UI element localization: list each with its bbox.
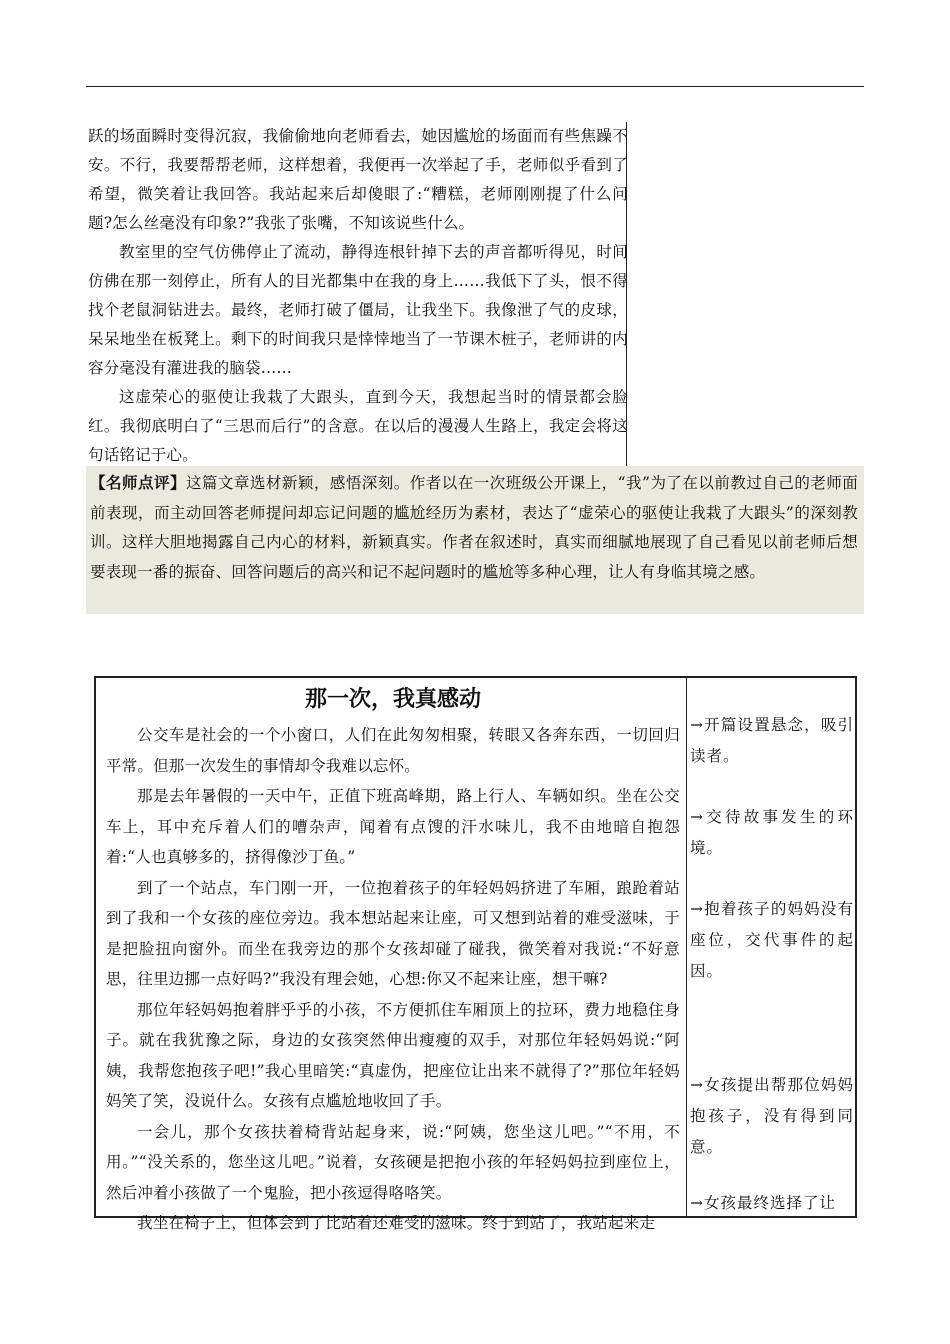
paragraph: 一会儿，那个女孩扶着椅背站起身来，说:“阿姨，您坐这儿吧。”“不用，不用。”“没关系的，您坐这儿吧。”说着，女孩硬是把抱小孩的年轻妈妈拉到座位上，然后冲着小孩做了一个鬼脸，把小孩逗得咯咯笑。 (106, 1122, 680, 1202)
annotation-column-divider (626, 122, 627, 470)
column-divider (686, 678, 687, 1216)
essay-table (94, 676, 857, 1232)
paragraph: 到了一个站点，车门刚一开，一位抱着孩子的年轻妈妈挤进了车厢，踉跄着站到了我和一个女孩的座位旁边。我本想站起来让座，可又想到站着的难受滋味，于是把脸扭向窗外。而坐在我旁边的那个女孩却碰了碰我，微笑着对我说:“不好意思，往里边挪一点好吗?”我没有理会她，心想:你又不起来让座，想干嘛? (106, 878, 680, 988)
essay-body (106, 678, 680, 1239)
teacher-comment-box (86, 466, 864, 614)
comment-text: 这篇文章选材新颖，感悟深刻。作者以在一次班级公开课上，“我”为了在以前教过自己的老师面前表现，而主动回答老师提问却忘记问题的尴尬经历为素材，表达了“虚荣心的驱使让我栽了大跟头”的深刻教训。这样大胆地揭露自己内心的材料，新颖真实。作者在叙述时，真实而细腻地展现了自己看见以前老师后想要表现一番的振奋、回答问题后的高兴和记不起问题时的尴尬等多种心理，让人有身临其境之感。 (90, 474, 859, 581)
paragraph: 这虚荣心的驱使让我栽了大跟头，直到今天，我想起当时的情景都会脸红。我彻底明白了“三思而后行”的含意。在以后的漫漫人生路上，我定会将这句话铭记于心。 (88, 388, 628, 464)
annotation-note: →抱着孩子的妈妈没有座位，交代事件的起因。 (690, 900, 854, 980)
annotation-note: →女孩提出帮那位妈妈抱孩子，没有得到同意。 (690, 1076, 854, 1156)
essay-continuation (88, 122, 628, 470)
annotation-note: →交待故事发生的环境。 (690, 808, 854, 857)
paragraph: 公交车是社会的一个小窗口，人们在此匆匆相聚，转眼又各奔东西，一切回归平常。但那一次发生的事情却令我难以忘怀。 (106, 726, 680, 775)
annotation-note: →女孩最终选择了让 (690, 1194, 836, 1212)
paragraph: 那是去年暑假的一天中午，正值下班高峰期，路上行人、车辆如织。坐在公交车上，耳中充斥着人们的嘈杂声，闻着有点馊的汗水味儿，我不由地暗自抱怨着:“人也真够多的，挤得像沙丁鱼。” (106, 787, 680, 866)
paragraph: 那位年轻妈妈抱着胖乎乎的小孩，不方便抓住车厢顶上的拉环，费力地稳住身子。就在我犹豫之际，身边的女孩突然伸出瘦瘦的双手，对那位年轻妈妈说:“阿姨，我帮您抱孩子吧!”我心里暗笑:“真虚伪，把座位让出来不就得了?”那位年轻妈妈笑了笑，没说什么。女孩有点尴尬地收回了手。 (106, 1000, 680, 1110)
paragraph: 跃的场面瞬时变得沉寂，我偷偷地向老师看去，她因尴尬的场面而有些焦躁不安。不行，我要帮帮老师，这样想着，我便再一次举起了手，老师似乎看到了希望，微笑着让我回答。我站起来后却傻眼了:“糟糕，老师刚刚提了什么问题?怎么丝毫没有印象?”我张了张嘴，不知该说些什么。 (88, 127, 628, 232)
comment-label: 【名师点评】 (90, 473, 186, 492)
paragraph: 我坐在椅子上，但体会到了比站着还难受的滋味。终于到站了，我站起来走 (137, 1214, 656, 1232)
essay-title: 那一次，我真感动 (304, 687, 481, 712)
paragraph: 教室里的空气仿佛停止了流动，静得连根针掉下去的声音都听得见，时间仿佛在那一刻停止，所有人的目光都集中在我的身上……我低下了头，恨不得找个老鼠洞钻进去。最终，老师打破了僵局，让我坐下。我像泄了气的皮球，呆呆地坐在板凳上。剩下的时间我只是悻悻地当了一节课木桩子，老师讲的内容分毫没有灌进我的脑袋…… (88, 243, 628, 377)
annotation-note: →开篇设置悬念，吸引读者。 (690, 716, 854, 765)
header-rule (86, 86, 864, 87)
